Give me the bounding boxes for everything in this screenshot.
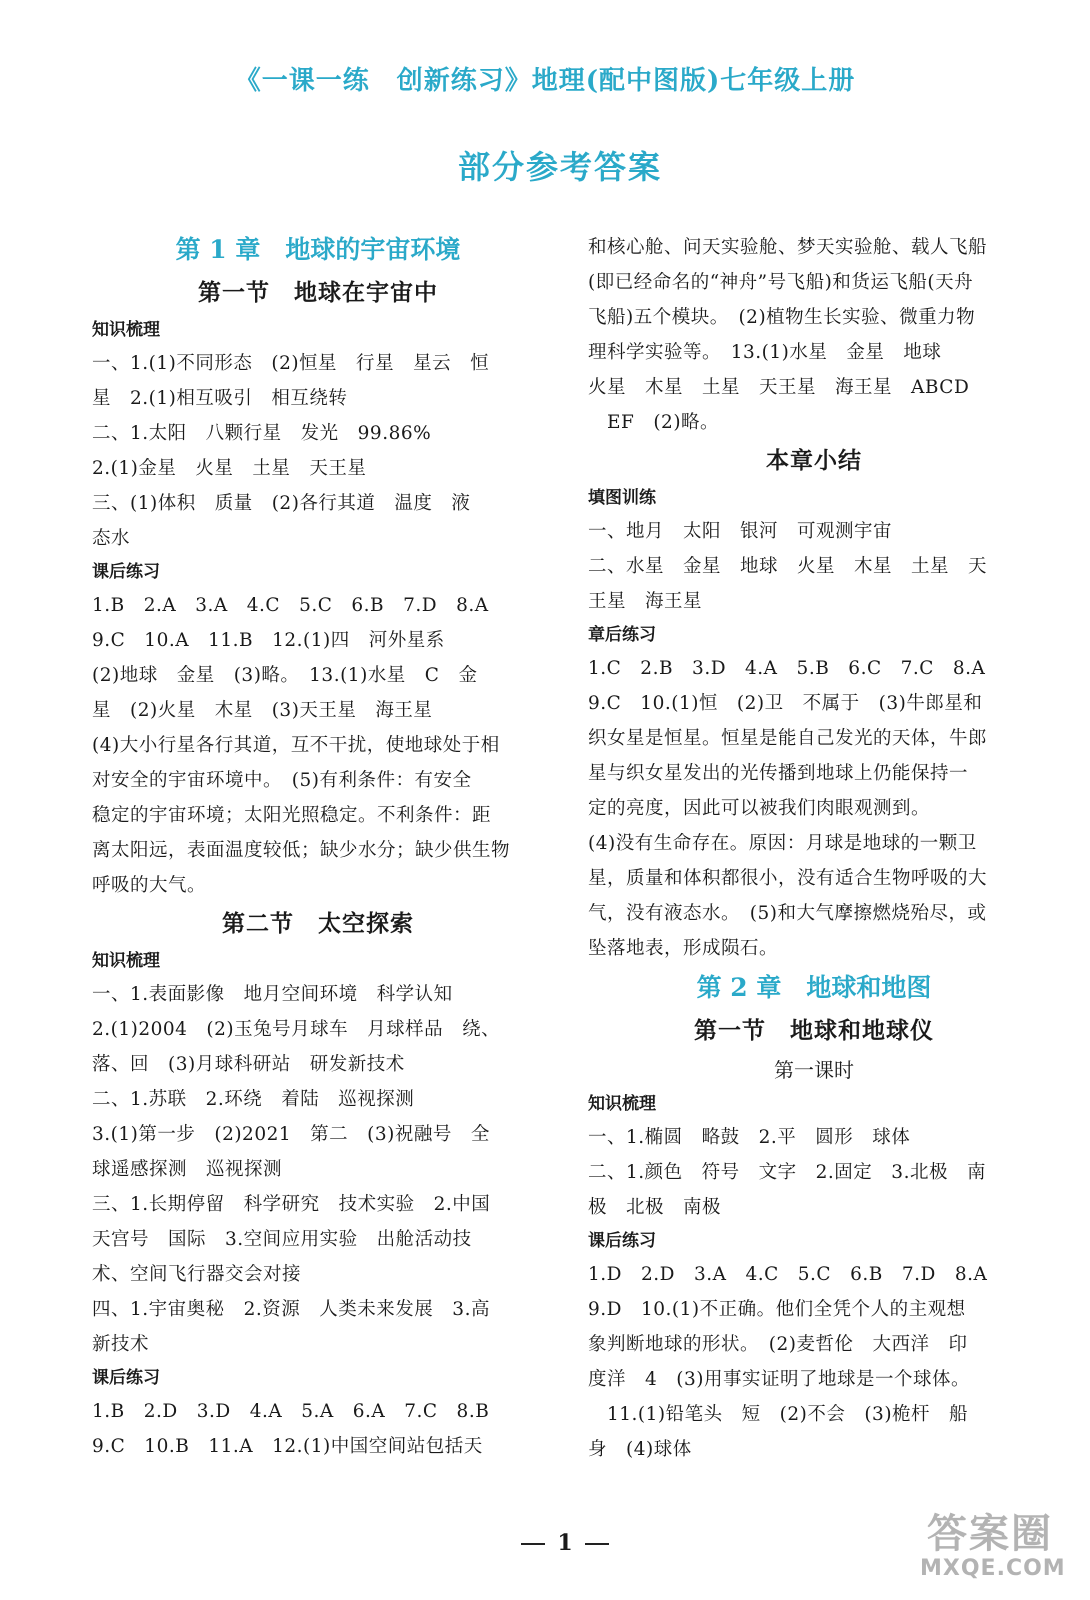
left-column	[92, 228, 544, 1464]
answer-line: 气，没有液态水。 (5)和大气摩擦燃烧殆尽，或	[588, 903, 987, 924]
answer-line: 球遥感探测 巡视探测	[92, 1159, 283, 1180]
answer-line: 火星 木星 土星 天王星 海王星 ABCD	[588, 377, 970, 398]
heading-title: 章后练习	[588, 625, 656, 645]
answer-line: 新技术	[92, 1334, 150, 1355]
answer-line: 二、水星 金星 地球 火星 木星 土星 天	[588, 556, 988, 577]
section-title: 本章小结	[766, 448, 862, 474]
answer-line: 9.C 10.(1)恒 (2)卫 不属于 (3)牛郎星和	[588, 693, 983, 714]
page-title: 部分参考答案	[457, 148, 662, 186]
answer-line: 对安全的宇宙环境中。 (5)有利条件：有安全	[92, 770, 472, 791]
answer-line: 星与织女星发出的光传播到地球上仍能保持一	[588, 763, 969, 784]
answer-line: 四、1.宇宙奥秘 2.资源 人类未来发展 3.高	[92, 1299, 490, 1320]
heading-title: 课后练习	[588, 1231, 656, 1251]
heading-title: 课后练习	[92, 1368, 160, 1388]
answer-line: 度洋 4 (3)用事实证明了地球是一个球体。	[588, 1369, 970, 1390]
section-title: 第一节 地球和地球仪	[694, 1018, 934, 1044]
answer-line: 星，质量和体积都很小，没有适合生物呼吸的大	[588, 868, 988, 889]
answer-line: 1.B 2.D 3.D 4.A 5.A 6.A 7.C 8.B	[92, 1401, 490, 1422]
answer-line: 9.C 10.A 11.B 12.(1)四 河外星系	[92, 630, 445, 651]
answer-line: 织女星是恒星。恒星是能自己发光的天体，牛郎	[588, 728, 988, 749]
chapter-title: 第 1 章 地球的宇宙环境	[175, 235, 461, 264]
answer-line: (2)地球 金星 (3)略。 13.(1)水星 C 金	[92, 665, 478, 686]
page-number-text: 1	[557, 1530, 573, 1556]
answer-line: 身 (4)球体	[588, 1439, 692, 1460]
watermark-main: 答案圈	[927, 1511, 1053, 1557]
answer-line: 一、地月 太阳 银河 可观测宇宙	[588, 521, 893, 542]
lesson-title: 第一课时	[774, 1058, 854, 1082]
answer-line: 离太阳远，表面温度较低；缺少水分；缺少供生物	[92, 840, 511, 861]
answer-line: 飞船)五个模块。 (2)植物生长实验、微重力物	[588, 307, 976, 328]
heading-title: 知识梳理	[588, 1094, 656, 1114]
watermark-logo	[920, 1511, 1066, 1592]
answer-line: 1.D 2.D 3.A 4.C 5.C 6.B 7.D 8.A	[588, 1264, 988, 1285]
answer-line: 三、1.长期停留 科学研究 技术实验 2.中国	[92, 1194, 491, 1215]
answer-line: 一、1.椭圆 略鼓 2.平 圆形 球体	[588, 1127, 911, 1148]
answer-line: 二、1.苏联 2.环绕 着陆 巡视探测	[92, 1089, 415, 1110]
answer-line: (4)没有生命存在。原因：月球是地球的一颗卫	[588, 833, 977, 854]
answer-line: 定的亮度，因此可以被我们肉眼观测到。	[588, 798, 931, 819]
dash-left	[521, 1543, 545, 1545]
heading-title: 知识梳理	[92, 951, 160, 971]
watermark-sub: MXQE.COM	[920, 1556, 1066, 1581]
chapter-title: 第 2 章 地球和地图	[696, 973, 932, 1002]
heading-title: 填图训练	[588, 488, 656, 508]
answer-line: 1.C 2.B 3.D 4.A 5.B 6.C 7.C 8.A	[588, 658, 986, 679]
answer-line: 坠落地表，形成陨石。	[588, 938, 779, 959]
section-title: 第二节 太空探索	[222, 911, 414, 937]
answer-line: 星 2.(1)相互吸引 相互绕转	[92, 388, 348, 409]
answer-line: 象判断地球的形状。 (2)麦哲伦 大西洋 印	[588, 1334, 968, 1355]
answer-line: 一、1.(1)不同形态 (2)恒星 行星 星云 恒	[92, 353, 490, 374]
answer-line: 3.(1)第一步 (2)2021 第二 (3)祝融号 全	[92, 1124, 490, 1145]
answer-line: (4)大小行星各行其道，互不干扰，使地球处于相	[92, 735, 500, 756]
answer-line: 11.(1)铅笔头 短 (2)不会 (3)桅杆 船	[588, 1404, 969, 1425]
book-title: 《一课一练 创新练习》地理(配中图版)七年级上册	[234, 66, 856, 96]
answer-line: 稳定的宇宙环境；太阳光照稳定。不利条件：距	[92, 805, 492, 826]
answer-line: 二、1.太阳 八颗行星 发光 99.86%	[92, 423, 432, 444]
answer-line: 9.D 10.(1)不正确。他们全凭个人的主观想	[588, 1299, 966, 1320]
section-title: 第一节 地球在宇宙中	[198, 280, 438, 306]
answer-line: 和核心舱、问天实验舱、梦天实验舱、载人飞船	[588, 237, 988, 258]
answer-line: 落、回 (3)月球科研站 研发新技术	[92, 1054, 405, 1075]
answer-line: 9.C 10.B 11.A 12.(1)中国空间站包括天	[92, 1436, 483, 1457]
answer-line: 理科学实验等。 13.(1)水星 金星 地球	[588, 342, 942, 363]
answer-line: 二、1.颜色 符号 文字 2.固定 3.北极 南	[588, 1162, 986, 1183]
dash-right	[585, 1543, 609, 1545]
answer-line: 术、空间飞行器交会对接	[92, 1264, 302, 1285]
answer-line: 王星 海王星	[588, 591, 703, 612]
answer-line: 1.B 2.A 3.A 4.C 5.C 6.B 7.D 8.A	[92, 595, 489, 616]
answer-line: 2.(1)2004 (2)玉兔号月球车 月球样品 绕、	[92, 1019, 501, 1040]
heading-title: 知识梳理	[92, 320, 160, 340]
answer-line: 极 北极 南极	[588, 1197, 722, 1218]
answer-line: 态水	[92, 528, 131, 549]
answer-line: 天宫号 国际 3.空间应用实验 出舱活动技	[92, 1229, 472, 1250]
answer-line: 一、1.表面影像 地月空间环境 科学认知	[92, 984, 453, 1005]
answer-line: 三、(1)体积 质量 (2)各行其道 温度 液	[92, 493, 471, 514]
answer-line: 星 (2)火星 木星 (3)天王星 海王星	[92, 700, 433, 721]
heading-title: 课后练习	[92, 562, 160, 582]
answer-line: EF (2)略。	[588, 412, 720, 433]
answer-line: 呼吸的大气。	[92, 875, 207, 896]
right-column	[588, 230, 1040, 1467]
answer-line: (即已经命名的“神舟”号飞船)和货运飞船(天舟	[588, 272, 974, 293]
answer-line: 2.(1)金星 火星 土星 天王星	[92, 458, 367, 479]
